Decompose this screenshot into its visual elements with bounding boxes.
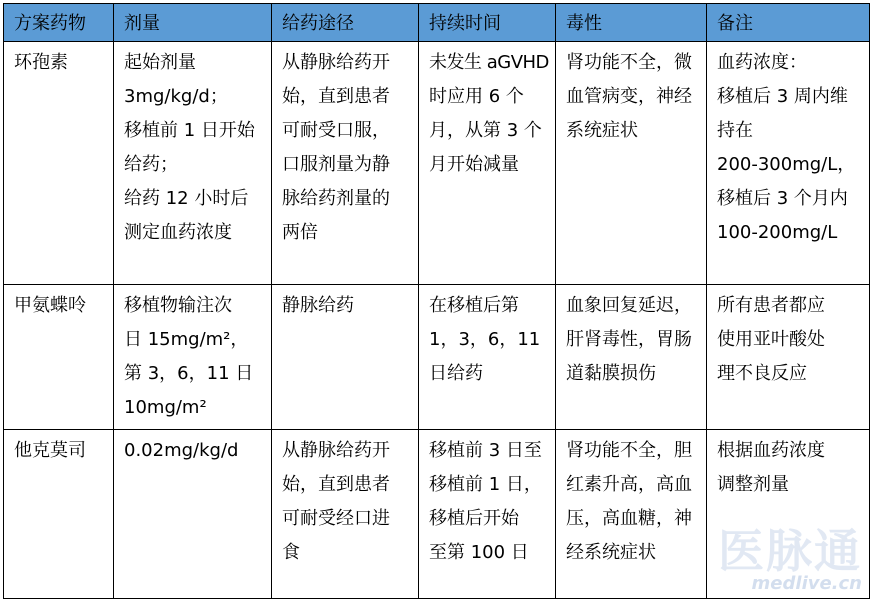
- cell-route: 从静脉给药开 始，直到患者 可耐受口服， 口服剂量为静 脉给药剂量的 两倍: [272, 42, 419, 285]
- header-notes: 备注: [707, 4, 870, 42]
- table-row: [4, 42, 870, 285]
- cell-duration: 在移植后第 1，3，6，11 日给药: [419, 285, 556, 430]
- header-route: 给药途径: [272, 4, 419, 42]
- header-row: [4, 4, 870, 42]
- header-toxicity: 毒性: [556, 4, 707, 42]
- cell-notes: 所有患者都应 使用亚叶酸处 理不良反应: [707, 285, 870, 430]
- cell-toxicity: 血象回复延迟， 肝肾毒性，胃肠 道黏膜损伤: [556, 285, 707, 430]
- cell-toxicity: 肾功能不全，微 血管病变，神经 系统症状: [556, 42, 707, 285]
- header-duration: 持续时间: [419, 4, 556, 42]
- cell-dose: 移植物输注次 日 15mg/m²， 第 3，6，11 日 10mg/m²: [114, 285, 272, 430]
- cell-dose: 起始剂量 3mg/kg/d； 移植前 1 日开始 给药； 给药 12 小时后 测定血药浓度: [114, 42, 272, 285]
- header-drug: 方案药物: [4, 4, 114, 42]
- watermark-site: medlive.cn: [751, 573, 862, 594]
- table-row: [4, 430, 870, 599]
- cell-drug: 环孢素: [4, 42, 114, 285]
- drug-regimen-table: [3, 3, 870, 599]
- cell-duration: 移植前 3 日至 移植前 1 日， 移植后开始 至第 100 日: [419, 430, 556, 599]
- header-dose: 剂量: [114, 4, 272, 42]
- cell-dose: 0.02mg/kg/d: [114, 430, 272, 599]
- watermark-logo-text: 医脉通: [718, 524, 862, 578]
- cell-toxicity: 肾功能不全，胆 红素升高，高血 压，高血糖，神 经系统症状: [556, 430, 707, 599]
- cell-notes: 血药浓度： 移植后 3 周内维 持在 200-300mg/L， 移植后 3 个月内 100-200mg/L: [707, 42, 870, 285]
- cell-route: 从静脉给药开 始，直到患者 可耐受经口进 食: [272, 430, 419, 599]
- cell-drug: 他克莫司: [4, 430, 114, 599]
- cell-duration: 未发生 aGVHD 时应用 6 个 月，从第 3 个 月开始减量: [419, 42, 556, 285]
- cell-notes: 根据血药浓度 调整剂量: [707, 430, 870, 599]
- cell-drug: 甲氨蝶呤: [4, 285, 114, 430]
- cell-route: 静脉给药: [272, 285, 419, 430]
- table-row: [4, 285, 870, 430]
